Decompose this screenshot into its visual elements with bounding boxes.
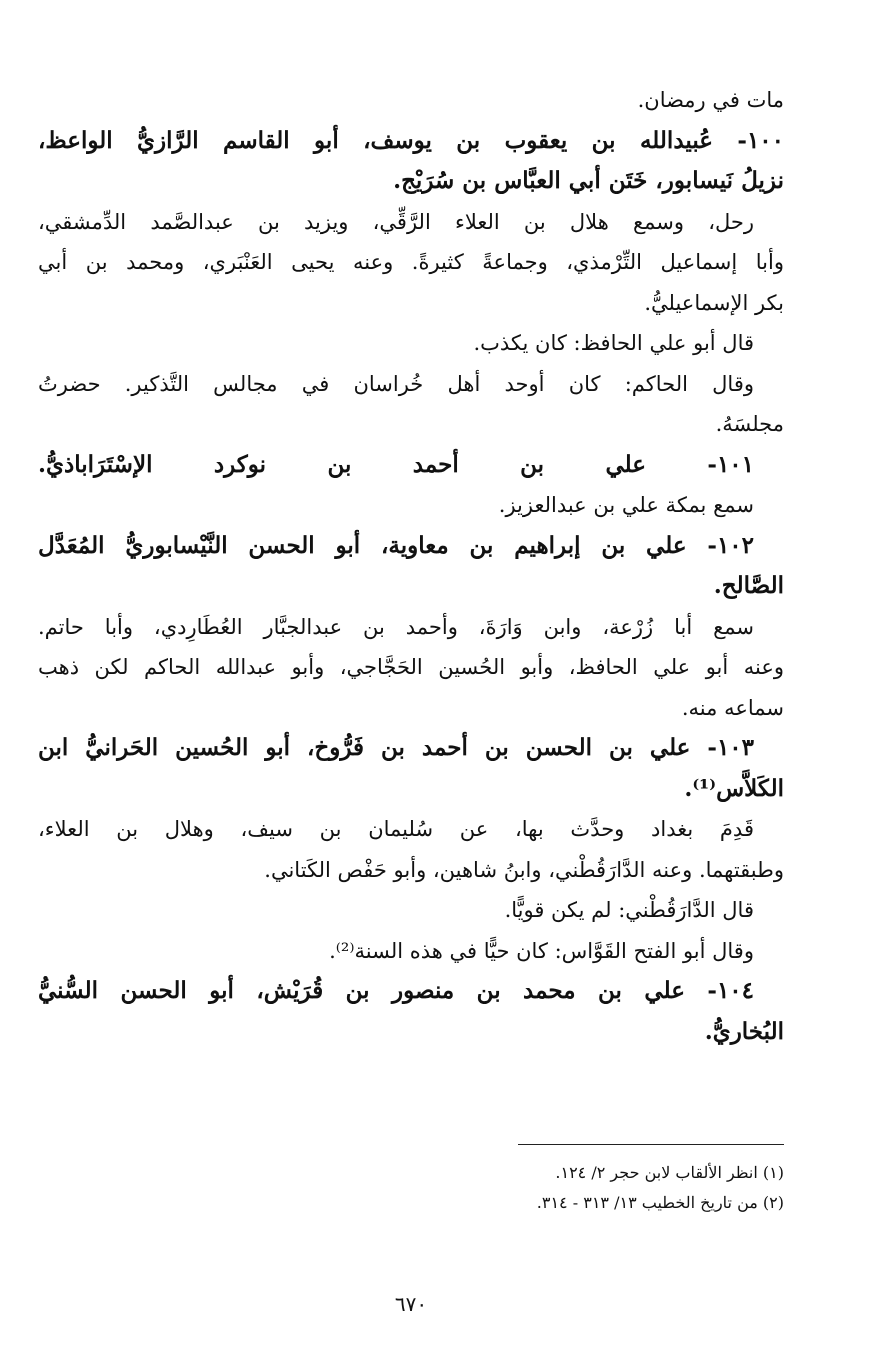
text-line: ١٠١- علي بن أحمد بن نوكرد الإسْتَرَاباذيُّ. <box>38 450 754 478</box>
footnote-separator <box>518 1144 784 1145</box>
text-line: سمع بمكة علي بن عبدالعزيز. <box>498 493 754 517</box>
text-line: قال أبو علي الحافظ: كان يكذب. <box>473 331 754 355</box>
book-page <box>38 82 784 1342</box>
text-line: مجلسَهُ. <box>715 412 784 436</box>
text-line: الكَلاَّس⁽¹⁾. <box>684 774 784 802</box>
text-line: وطبقتهما. وعنه الدَّارَقُطْني، وابنُ شاهين، وأبو حَفْص الكَتاني. <box>264 857 784 882</box>
text-line: رحل، وسمع هلال بن العلاء الرَّقِّي، ويزيد بن عبدالصَّمد الدِّمشقي، <box>38 209 754 234</box>
text-line: ١٠٠- عُبيدالله بن يعقوب بن يوسف، أبو القاسم الرَّازيُّ الواعظ، <box>38 126 784 154</box>
text-line: بكر الإسماعيليُّ. <box>644 290 784 315</box>
text-line: سمع أبا زُرْعة، وابن وَارَةَ، وأحمد بن عبدالجبَّار العُطَارِدي، وأبا حاتم. <box>38 614 754 639</box>
text-line: وأبا إسماعيل التِّرْمذي، وجماعةً كثيرةً. وعنه يحيى العَنْبَري، ومحمد بن أبي <box>38 250 784 274</box>
text-line: ١٠٣- علي بن الحسن بن أحمد بن فَرُّوخ، أبو الحُسين الحَرانيُّ ابن <box>38 734 754 761</box>
text-line: سماعه منه. <box>681 695 784 720</box>
text-line: البُخاريُّ. <box>704 1017 784 1045</box>
text-line: وقال الحاكم: كان أوحد أهل خُراسان في مجالس التَّذكير. حضرتُ <box>38 371 754 396</box>
text-line: قال الدَّارَقُطْني: لم يكن قويًّا. <box>504 898 754 922</box>
text-line: ١٠٢- علي بن إبراهيم بن معاوية، أبو الحسن النَّيْسابوريُّ المُعَدَّل <box>38 531 754 559</box>
page-number: ٦٧٠ <box>394 1292 428 1316</box>
footnote-2: (٢) من تاريخ الخطيب ١٣/ ٣١٣ - ٣١٤. <box>536 1193 784 1212</box>
text-line: قَدِمَ بغداد وحدَّث بها، عن سُليمان بن سيف، وهلال بن العلاء، <box>38 817 754 841</box>
text-line: وعنه أبو علي الحافظ، وأبو الحُسين الحَجَّاجي، وأبو عبدالله الحاكم لكن ذهب <box>38 655 784 679</box>
text-line: ١٠٤- علي بن محمد بن منصور بن قُرَيْش، أبو الحسن السُّنيُّ <box>38 977 754 1004</box>
footnote-1: (١) انظر الألقاب لابن حجر ٢/ ١٢٤. <box>555 1163 784 1182</box>
text-line: نزيلُ نَيسابور، خَتَن أبي العبَّاس بن سُرَيْج. <box>393 167 784 194</box>
text-line: مات في رمضان. <box>637 88 784 112</box>
text-line: الصَّالح. <box>713 572 784 599</box>
text-line: وقال أبو الفتح القَوَّاس: كان حيًّا في هذه السنة⁽²⁾. <box>329 938 754 963</box>
